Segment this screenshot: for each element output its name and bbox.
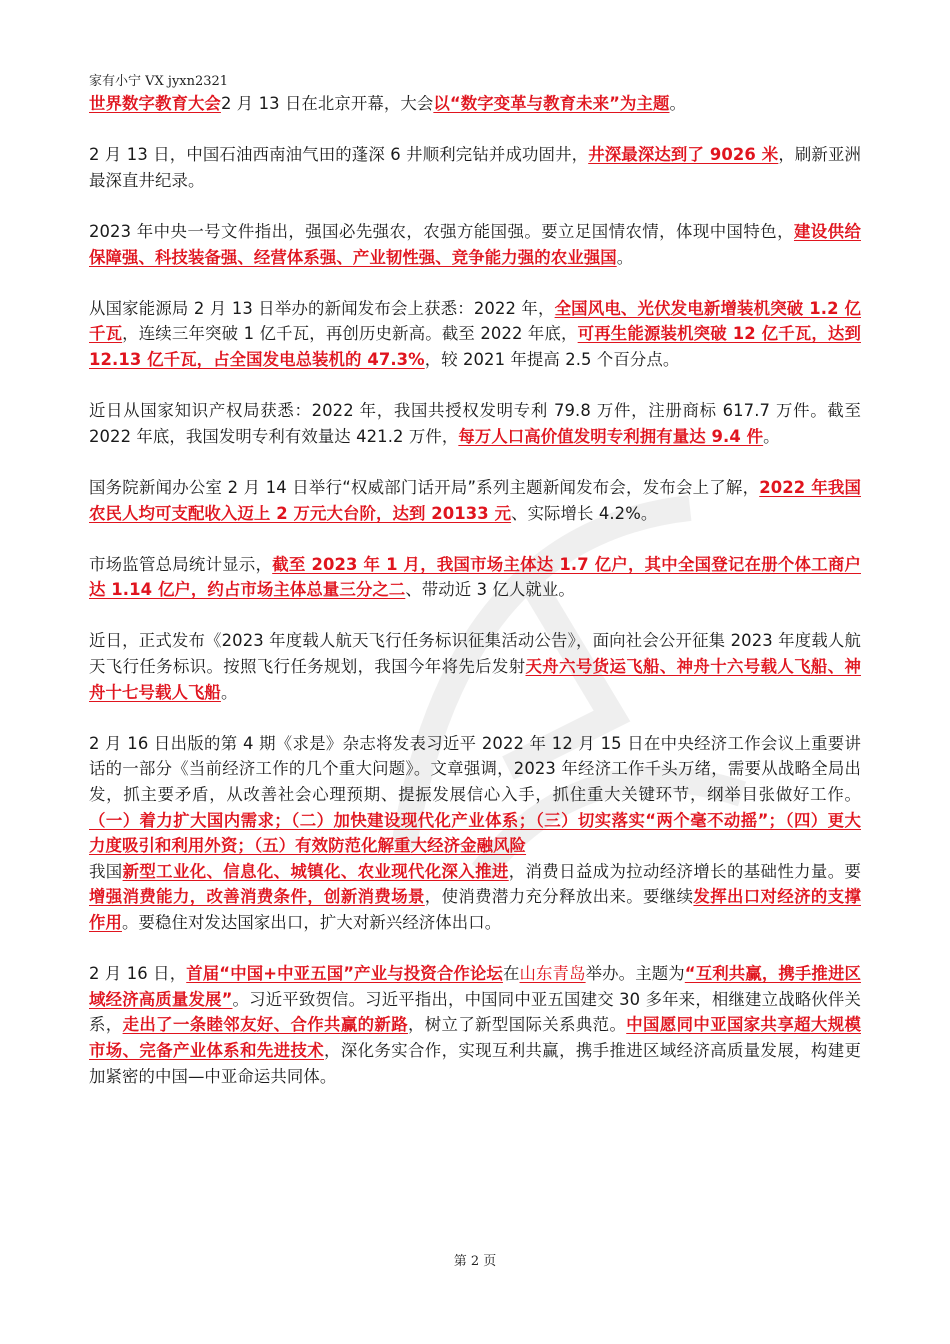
paragraph xyxy=(89,398,861,449)
body-text: 市场监管总局统计显示， xyxy=(89,554,273,574)
body-text: ，深化务实合作，实现互利共赢，携手推进区域经济高质量发展，构建更加紧密的中国—中亚命运共同体。 xyxy=(89,1040,861,1086)
highlighted-text: 可再生能源装机突破 12 亿千瓦，达到 12.13 亿千瓦，占全国发电总装机的 47.3% xyxy=(89,324,861,369)
body-text: 。要稳住对发达国家出口，扩大对新兴经济体出口。 xyxy=(121,913,502,932)
highlighted-text: （一）着力扩大国内需求；（二）加快建设现代化产业体系；（三）切实落实“两个毫不动摇”；（四）更大力度吸引和利用外资；（五）有效防范化解重大经济金融风险 xyxy=(89,810,861,856)
paragraph xyxy=(89,628,861,705)
body-text: 近日从国家知识产权局获悉：2022 年，我国共授权发明专利 79.8 万件，注册商标 617.7 万件。截至 2022 年底，我国发明专利有效量达 421.2 万件， xyxy=(89,401,861,446)
body-text: 2023 年中央一号文件指出，强国必先强农，农强方能国强。要立足国情农情，体现中国特色， xyxy=(89,221,794,241)
paragraph xyxy=(89,731,861,859)
paragraph xyxy=(89,296,861,373)
highlighted-text: 走出了一条睦邻友好、合作共赢的新路 xyxy=(122,1015,408,1035)
highlighted-text: “互利共赢，携手推进区域经济高质量发展” xyxy=(89,964,861,1009)
body-text: ，连续三年突破 1 亿千瓦，再创历史新高。截至 2022 年底， xyxy=(122,324,578,344)
body-text: 国务院新闻办公室 2 月 14 日举行“权威部门话开局”系列主题新闻发布会，发布会上了解， xyxy=(89,477,760,497)
highlighted-text: 以“数字变革与教育未来”为主题 xyxy=(433,94,670,113)
body-text: 2 月 16 日， xyxy=(89,964,187,984)
body-text: ，消费日益成为拉动经济增长的基础性力量。要 xyxy=(508,861,861,881)
highlighted-text: 截至 2023 年 1 月，我国市场主体达 1.7 亿户，其中全国登记在册个体工商户达 1.14 亿户，约占市场主体总量三分之二 xyxy=(89,554,861,600)
body-text: ，刷新亚洲最深直井纪录。 xyxy=(89,145,861,190)
body-text: 2 月 13 日，中国石油西南油气田的蓬深 6 井顺利完钻并成功固井， xyxy=(89,145,589,165)
highlighted-text: 首届“中国+中亚五国”产业与投资合作论坛 xyxy=(186,964,503,984)
body-text: 。习近平致贺信。习近平指出，中国同中亚五国建交 30 多年来，相继建立战略伙伴关系， xyxy=(89,989,861,1035)
body-text: ，树立了新型国际关系典范。 xyxy=(407,1015,627,1035)
page-number: 第 2 页 xyxy=(453,1254,497,1269)
paragraph xyxy=(89,552,861,603)
body-text: 。 xyxy=(763,426,780,446)
highlighted-text: 建设供给保障强、科技装备强、经营体系强、产业韧性强、竞争能力强的农业强国 xyxy=(89,221,861,267)
highlighted-text: 新型工业化、信息化、城镇化、农业现代化深入推进 xyxy=(122,861,509,881)
body-text: 2 月 13 日在北京开幕，大会 xyxy=(220,94,434,113)
body-text: 。 xyxy=(669,94,686,113)
highlighted-text: 井深最深达到了 9026 米 xyxy=(588,145,779,165)
body-text: 我国 xyxy=(89,861,123,881)
highlighted-text: 增强消费能力，改善消费条件，创新消费场景 xyxy=(89,887,425,907)
body-text: 、实际增长 4.2%。 xyxy=(511,503,658,523)
paragraph xyxy=(89,219,861,270)
highlighted-text: 2022 年我国农民人均可支配收入迈上 2 万元大台阶，达到 20133 元 xyxy=(89,477,861,523)
body-text: 2 月 16 日出版的第 4 期《求是》杂志将发表习近平 2022 年 12 月 15 日在中央经济工作会议上重要讲话的一部分《当前经济工作的几个重大问题》。文章强调，2023 年经济工作千头万绪，需要从战略全局出发，抓主要矛盾，从改善社会心理预期、提振发展信心入手，抓住重大关键环节，纲举目张做好工作。 xyxy=(89,733,861,805)
paragraph xyxy=(89,475,861,526)
highlighted-text: 中国愿同中亚国家共享超大规模市场、完备产业体系和先进技术 xyxy=(89,1015,861,1060)
page-header: 家有小宁 VX jyxn2321 xyxy=(89,74,229,89)
paragraph xyxy=(89,91,861,117)
body-text: 近日，正式发布《2023 年度载人航天飞行任务标识征集活动公告》，面向社会公开征集 2023 年度载人航天飞行任务标识。按照飞行任务规划，我国今年将先后发射 xyxy=(89,631,861,677)
paragraph xyxy=(89,859,861,936)
body-text: 从国家能源局 2 月 13 日举办的新闻发布会上获悉：2022 年， xyxy=(89,298,555,318)
document-body xyxy=(89,91,861,1115)
location-text: 山东青岛 xyxy=(519,964,586,984)
paragraph xyxy=(89,142,861,193)
body-text: 。 xyxy=(616,247,634,267)
highlighted-text: 发挥出口对经济的支撑作用 xyxy=(89,887,861,932)
body-text: ，使消费潜力充分释放出来。要继续 xyxy=(424,887,694,907)
body-text: 。 xyxy=(220,682,238,702)
paragraph xyxy=(89,961,861,1089)
body-text: 举办。主题为 xyxy=(585,964,685,984)
highlighted-text: 全国风电、光伏发电新增装机突破 1.2 亿千瓦 xyxy=(89,298,861,344)
body-text: 、带动近 3 亿人就业。 xyxy=(405,580,575,600)
highlighted-text: 天舟六号货运飞船、神舟十六号载人飞船、神舟十七号载人飞船 xyxy=(89,657,861,702)
highlighted-text: 每万人口高价值发明专利拥有量达 9.4 件 xyxy=(458,426,764,446)
body-text: ，较 2021 年提高 2.5 个百分点。 xyxy=(424,349,680,369)
body-text: 在 xyxy=(502,964,520,984)
highlighted-text: 世界数字教育大会 xyxy=(89,94,221,113)
